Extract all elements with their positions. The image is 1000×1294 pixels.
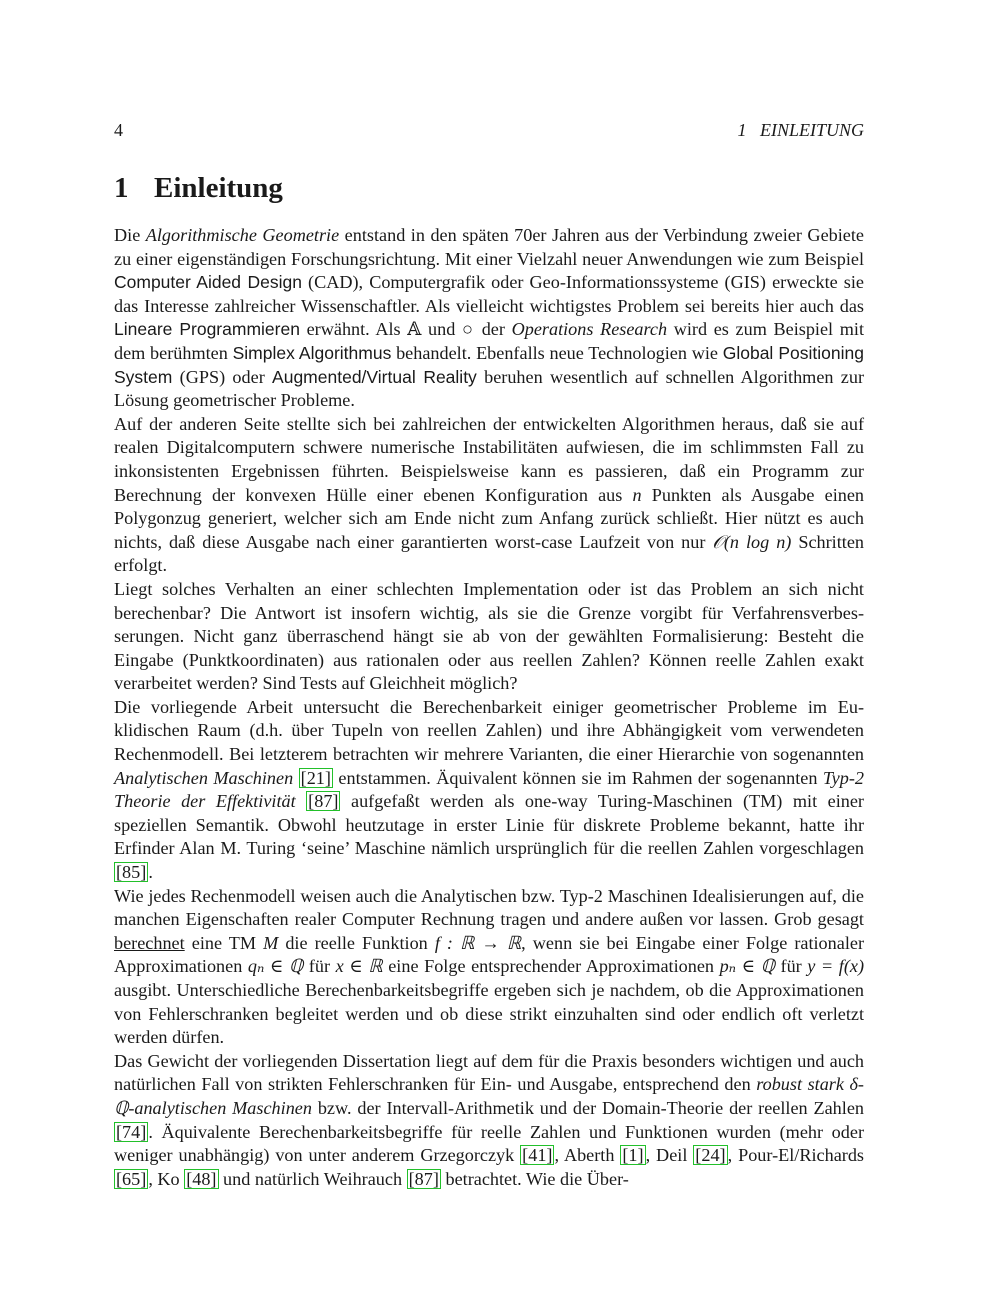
text-run: , Deil [645,1145,694,1166]
section-number: 1 [114,172,129,204]
math-y: y = f(x) [807,956,865,977]
text-run: . Äquivalente Berechenbarkeitsbegriffe für reelle Zahlen und Funktionen wurden (mehr oder weniger unabhängig) von unter anderem Grzegorczyk [114,1121,864,1166]
paragraph-2 [114,413,864,578]
text-run: wird es zum Beispiel mit dem berühmten [114,319,864,363]
text-run: , Ko [148,1168,185,1189]
text-run: betrachtet. Wie die Über- [440,1168,629,1189]
section-heading [114,170,283,206]
section-title: Einleitung [154,172,283,204]
term-operations-research: Operations Research [511,319,668,340]
math-qn: qₙ ∈ ℚ [247,956,304,977]
paragraph-5 [114,885,864,1050]
math-pn: pₙ ∈ ℚ [719,956,775,977]
citation-link[interactable]: [87] [408,1168,439,1189]
text-run: , wenn sie bei Eingabe einer Folge rationaler Approximationen [114,932,864,977]
text-run: erwähnt. Als 𝔸 und ○ der [299,319,512,340]
citation-link[interactable]: [65] [116,1168,147,1189]
citation-link[interactable]: [21] [300,767,331,788]
text-run: ausgibt. Unterschiedliche Berechenbarkeitsbegriffe ergeben sich je nachdem, ob die Approximationen von Fehlerschranken begleitet werden und ob diese strikt einzuhalten sind oder endlich oft verletzt werden dürfen. [114,980,864,1048]
text-run: Wie jedes Rechenmodell weisen auch die Analytischen bzw. Typ-2 Maschinen Idealisierungen auf, die manchen Eigenschaften realer Computer Rechnung tragen und andere außen vor lassen. Grob gesagt [114,885,864,930]
text-run: , Aberth [554,1145,621,1166]
text-run: behandelt. Ebenfalls neue Technologien wie [391,342,723,363]
term-simplex: Simplex Algorithmus [232,342,392,363]
text-run: eine Folge entsprechender Approximationen [382,956,720,977]
text-run: und natürlich Weihrauch [218,1168,407,1189]
text-run: Auf der anderen Seite stellte sich bei zahlreichen der entwickelten Algorithmen heraus, daß sie auf realen Digitalcomputern schwere numerische Instabilitäten aufwiesen, die im schlimmsten Fall zu inkonsistenten Ergebnissen führten. Beispielsweise kann es passieren, daß ein Programm zur Berechnung der konvexen Hülle einer ebenen Konfiguration aus [114,413,864,505]
text-run: Die [114,225,146,245]
term-augmented-reality: Augmented/Virtual Reality [272,366,477,387]
citation-link[interactable]: [41] [522,1145,553,1166]
text-run: beruhen wesentlich auf schnellen Algorithmen zur Lösung geometrischer Probleme. [114,366,865,411]
math-complexity: 𝒪(n log n) [712,531,792,552]
math-x: x ∈ ℝ [335,956,383,977]
text-run: (GPS) oder [172,366,273,387]
term-robust-stark: robust stark δ-ℚ-analytischen Maschinen [114,1074,864,1118]
text-run: Das Gewicht der vorliegenden Dissertation liegt auf dem für die Praxis besonders wichtigen und auch natürlichen Fall von strikten Fehlerschranken für Ein- und Ausgabe, entsprechend den [114,1050,864,1095]
page-number: 4 [114,120,123,140]
citation-link[interactable]: [85] [116,862,147,883]
text-run: (CAD), Computergrafik oder Geo-Informationssysteme (GIS) erweckte sie das Interesse zahlreicher Wissenschaftler. Als vielleicht wichtigstes Problem sei bereits hier auch das [114,272,864,316]
text-run: aufgefaßt werden als one-way Turing-Maschinen (TM) mit einer speziellen Semantik. Obwohl heutzutage in erster Linie für diskrete Probleme bekannt, hatte ihr Erfinder Alan M. Turing ‘seine’ Maschine nämlich ursprünglich für die reellen Zahlen vorgeschlagen [114,791,864,859]
text-run: eine TM [184,932,264,953]
term-typ2-theorie: Typ-2 Theorie der Effektivität [114,767,864,812]
text-run: entstand in den späten 70er Jahren aus der Verbindung zweier Gebiete zu einer eigenständigen Forschungsrichtung. Mit einer Vielzahl neuer Anwendungen wie zum Beispiel [114,225,864,269]
text-run: für [303,956,336,977]
term-gps: Global Positioning System [114,342,864,387]
math-function: f : ℝ → ℝ [434,932,522,953]
paragraph-1 [114,224,864,413]
running-head-title: 1 EINLEITUNG [737,120,864,140]
text-run: die reelle Funktion [278,932,435,953]
text-run: , Pour-El/Richards [727,1145,864,1166]
body-text [114,224,864,1191]
term-lineare-programmieren: Lineare Programmieren [114,319,300,340]
citation-link[interactable]: [1] [622,1145,644,1166]
text-run: bzw. der Intervall-Arithmetik und der Domain-Theorie der reellen Zahlen [311,1097,864,1118]
math-n: n [632,484,642,505]
term-algorithmische-geometrie: Algorithmische Geometrie [145,225,340,245]
text-run: Die vorliegende Arbeit untersucht die Berechenbarkeit einiger geometrischer Probleme im Euklidischen Raum (d.h. über Tupeln von reellen Zahlen) und ihre Abhängigkeit vom verwendeten Rechenmodell. Bei letzterem betrachten wir mehrere Varianten, die einer Hierarchie von sogenannten [114,696,864,765]
paragraph-4 [114,696,864,885]
citation-link[interactable]: [87] [308,791,339,812]
citation-link[interactable]: [74] [116,1121,147,1142]
text-run: entstammen. Äquivalent können sie im Rahmen der sogenannten [332,767,823,788]
term-berechnet: berechnet [114,932,185,953]
term-cad: Computer Aided Design [114,272,302,293]
term-analytische-maschinen: Analytischen Maschinen [114,767,294,788]
paragraph-6 [114,1050,864,1192]
paragraph-3: Liegt solches Verhalten an einer schlechten Implementation oder ist das Problem an sich nicht berechenbar? Die Antwort ist insofern wichtig, als sie die Grenze vorgibt für Verfahrensverbesserungen. Nicht ganz überraschend hängt sie ab von der gewählten Formalisierung: Besteht die Eingabe (Punktkoordinaten) aus rationalen oder aus reellen Zahlen? Können reelle Zahlen exakt verarbeitet werden? Sind Tests auf Gleichheit möglich? [114,578,864,694]
math-M: M [263,932,279,953]
text-run: . [148,862,153,883]
citation-link[interactable]: [24] [695,1145,726,1166]
text-run: Punkten als Ausgabe einen Polygonzug generiert, welcher sich am Ende nicht zum Anfang zurück schließt. Hier nützt es auch nichts, daß diese Ausgabe nach einer garantierten worst-case Laufzeit von nur [114,484,865,552]
citation-link[interactable]: [48] [186,1168,217,1189]
text-run: Schritten erfolgt. [114,531,864,576]
text-run: für [774,956,808,977]
running-head [114,120,864,144]
